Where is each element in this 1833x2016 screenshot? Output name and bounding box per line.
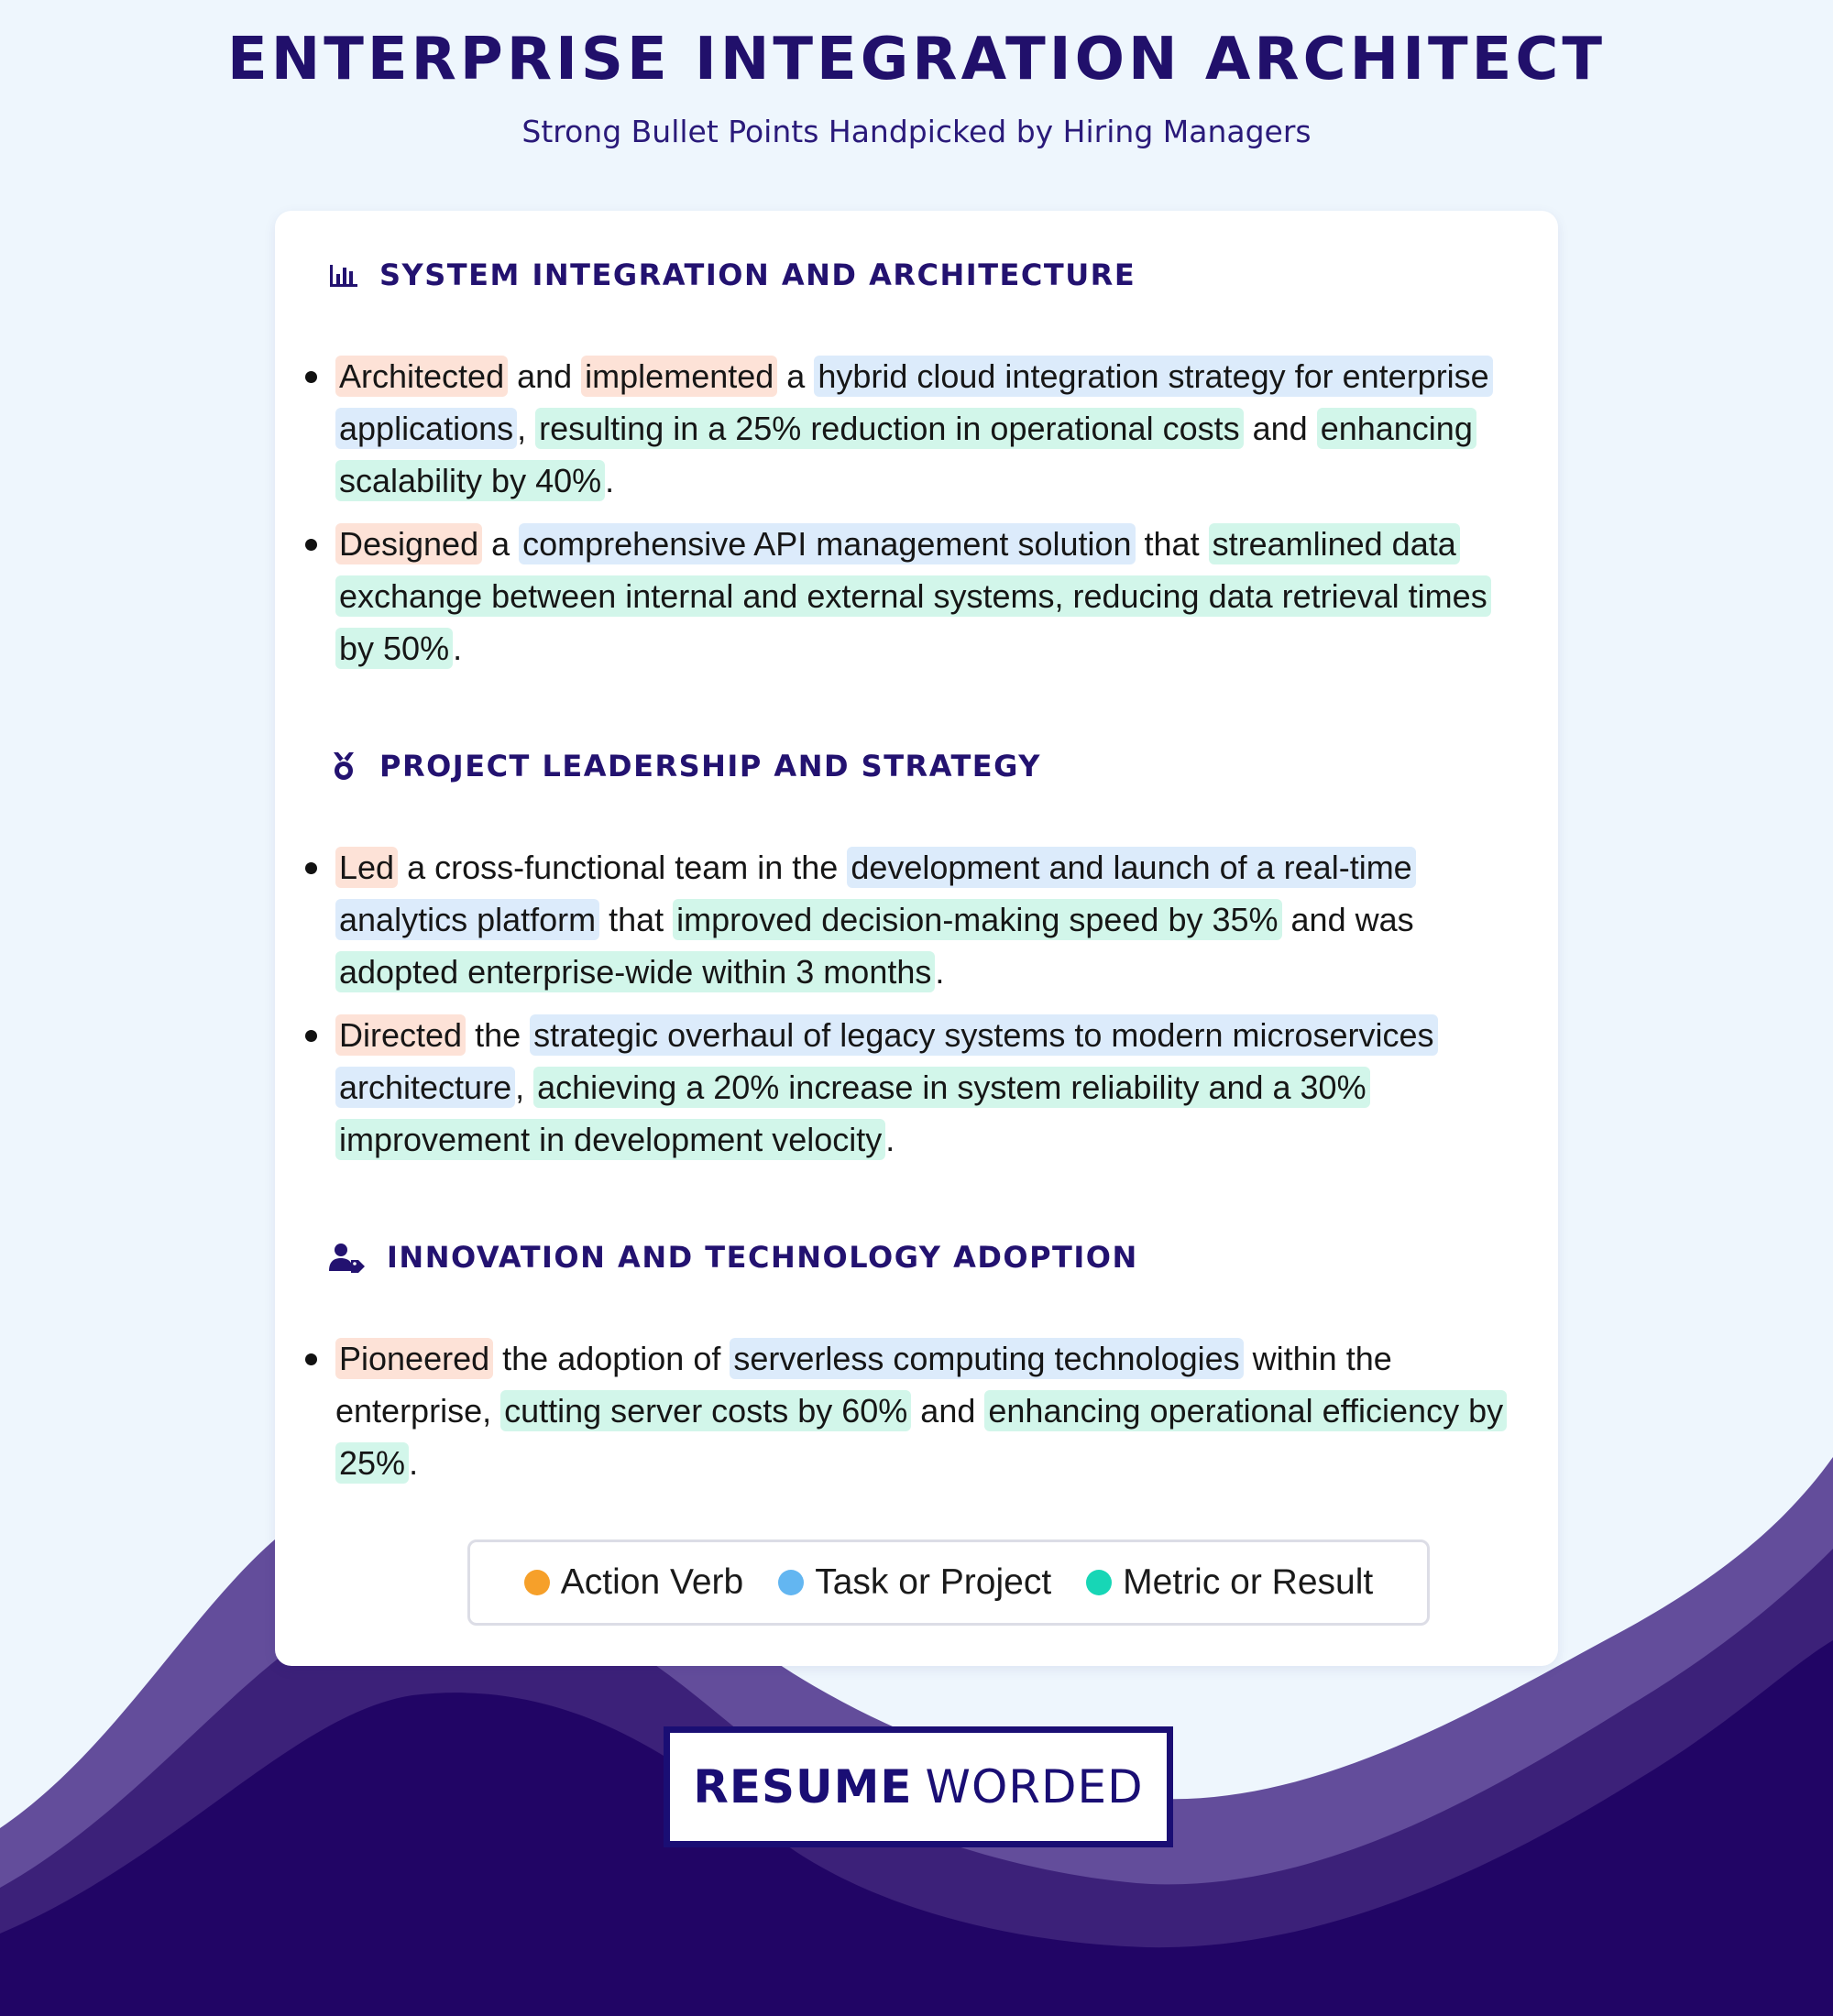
highlight-metric-or-result: enhancing scalability by 40% — [335, 408, 1476, 501]
bullet-text: , — [517, 410, 536, 447]
highlight-action-verb: Pioneered — [335, 1338, 493, 1379]
highlight-action-verb: Designed — [335, 523, 482, 564]
highlight-task-or-project: strategic overhaul of legacy systems to modern microservices architecture — [335, 1014, 1438, 1108]
section-heading: SYSTEM INTEGRATION AND ARCHITECTURE — [379, 257, 1136, 292]
bullet-list — [302, 350, 1531, 685]
bullet-list — [302, 1332, 1531, 1500]
bullet-text: a — [777, 357, 815, 395]
bullet-text: , — [515, 1068, 534, 1106]
section-heading: PROJECT LEADERSHIP AND STRATEGY — [379, 749, 1041, 783]
teal-dot-icon — [1086, 1570, 1112, 1595]
highlight-metric-or-result: achieving a 20% increase in system reliability and a 30% improvement in development velocity — [335, 1067, 1370, 1160]
highlight-action-verb: Directed — [335, 1014, 466, 1056]
bullet-text: the — [466, 1016, 531, 1054]
highlight-metric-or-result: streamlined data exchange between internal and external systems, reducing data retrieval times by 50% — [335, 523, 1491, 669]
highlight-metric-or-result: improved decision-making speed by 35% — [673, 899, 1281, 940]
bullet-text: . — [453, 630, 463, 667]
bullet-text: . — [935, 953, 945, 991]
legend-item-action-verb — [524, 1562, 743, 1603]
highlight-action-verb: Architected — [335, 356, 508, 397]
legend-label: Task or Project — [815, 1562, 1052, 1602]
page-title: ENTERPRISE INTEGRATION ARCHITECT — [226, 26, 1607, 93]
section-header — [328, 1237, 1138, 1277]
bullet-item — [302, 350, 1531, 507]
legend-item-task-or-project — [778, 1562, 1051, 1603]
highlight-task-or-project: comprehensive API management solution — [519, 523, 1135, 564]
highlight-metric-or-result: cutting server costs by 60% — [500, 1390, 911, 1431]
highlight-metric-or-result: enhancing operational efficiency by 25% — [335, 1390, 1507, 1484]
bullet-text: and — [911, 1392, 985, 1430]
logo-word-worded: WORDED — [925, 1760, 1144, 1813]
highlight-metric-or-result: resulting in a 25% reduction in operational costs — [535, 408, 1243, 449]
user-tag-icon — [328, 1242, 367, 1273]
bullet-text: . — [605, 462, 615, 499]
bullet-text: and — [1243, 410, 1317, 447]
bullet-text: . — [885, 1121, 895, 1158]
bar-chart-icon — [328, 259, 359, 290]
resume-worded-logo[interactable] — [664, 1726, 1173, 1847]
bullet-text: and — [508, 357, 582, 395]
bullet-item — [302, 1009, 1531, 1166]
page-subtitle: Strong Bullet Points Handpicked by Hiring Managers — [521, 114, 1312, 149]
section-header — [328, 746, 1041, 786]
bullet-list — [302, 841, 1531, 1177]
legend-label: Metric or Result — [1123, 1562, 1374, 1602]
orange-dot-icon — [524, 1570, 550, 1595]
highlight-metric-or-result: adopted enterprise-wide within 3 months — [335, 951, 935, 992]
section-heading: INNOVATION AND TECHNOLOGY ADOPTION — [387, 1240, 1138, 1275]
bullet-points-card — [275, 211, 1558, 1666]
highlight-action-verb: implemented — [581, 356, 777, 397]
bullet-text: and was — [1281, 901, 1414, 938]
highlight-task-or-project: hybrid cloud integration strategy for enterprise applications — [335, 356, 1493, 449]
bullet-text: . — [409, 1444, 419, 1482]
bullet-item — [302, 841, 1531, 998]
highlight-task-or-project: development and launch of a real-time analytics platform — [335, 847, 1416, 940]
blue-dot-icon — [778, 1570, 804, 1595]
highlight-task-or-project: serverless computing technologies — [730, 1338, 1243, 1379]
bullet-text: within the enterprise, — [335, 1340, 1392, 1430]
bullet-text: a — [482, 525, 520, 563]
bullet-item — [302, 518, 1531, 674]
highlight-legend — [467, 1539, 1430, 1626]
bullet-text: the adoption of — [493, 1340, 730, 1377]
bullet-text: that — [1135, 525, 1209, 563]
legend-label: Action Verb — [560, 1562, 744, 1602]
bullet-item — [302, 1332, 1531, 1489]
bullet-text: that — [599, 901, 674, 938]
logo-word-resume: RESUME — [693, 1760, 913, 1813]
section-header — [328, 255, 1136, 295]
bullet-text: a cross-functional team in the — [398, 849, 848, 886]
medal-icon — [328, 751, 359, 782]
highlight-action-verb: Led — [335, 847, 398, 888]
legend-item-metric-or-result — [1086, 1562, 1373, 1603]
